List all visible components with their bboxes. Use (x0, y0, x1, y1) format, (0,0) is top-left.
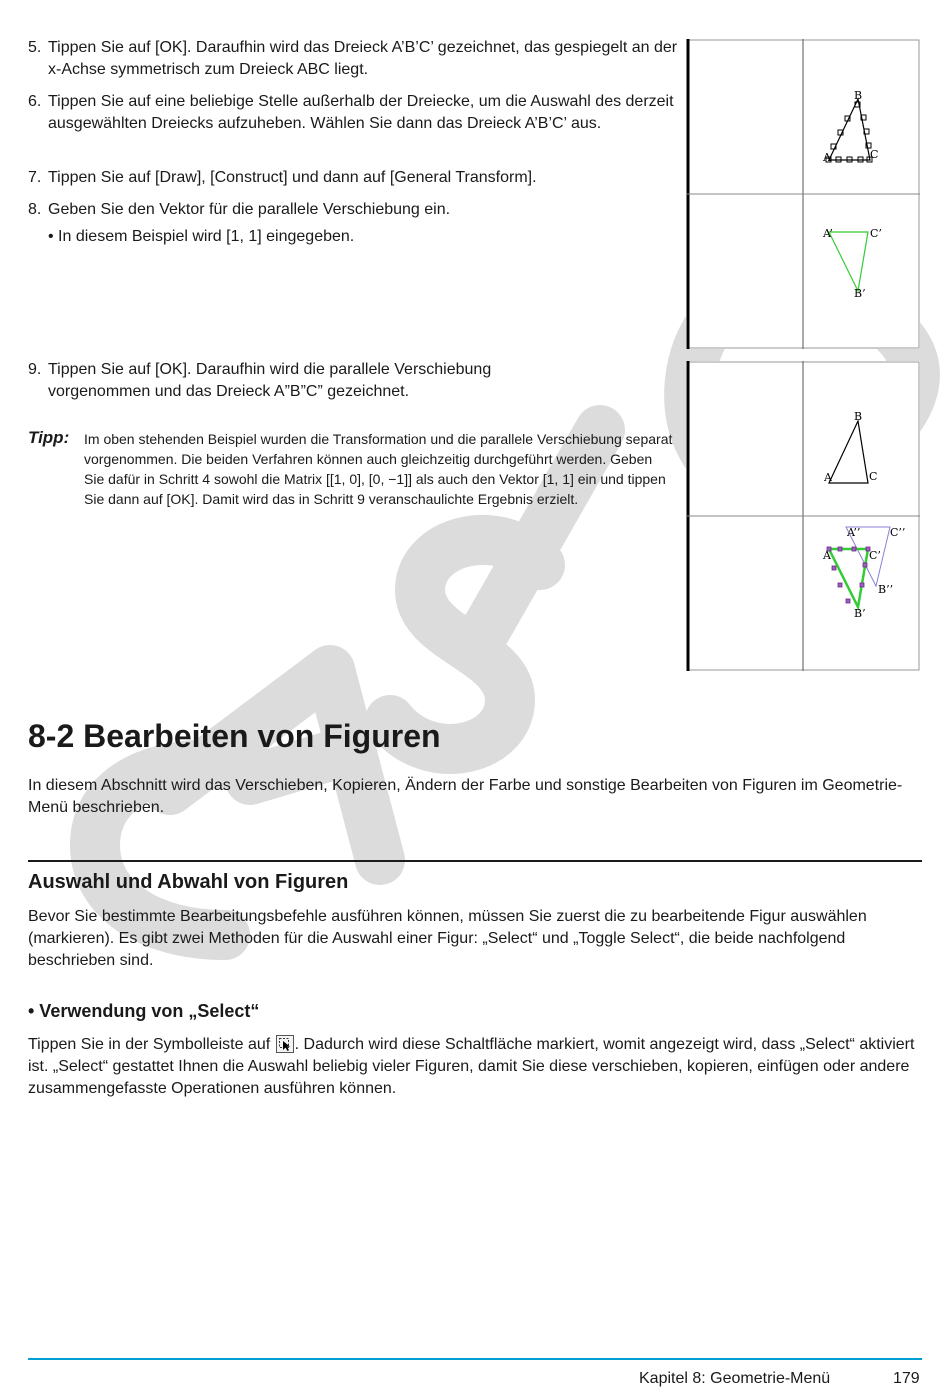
tipp-label: Tipp: (28, 428, 70, 447)
tipp-text: Im oben stehenden Beispiel wurden die Transformation und die parallele Verschiebung separat vorgenommen. Die beiden Verfahren können auch gleichzeitig durchgeführt werden. Geben Sie dafür in Schritt 4 sowohl die Matrix [[1, 0], [0, −1]] als auch den Vektor [1, 1] ein und tippen Sie dann auf [OK]. Damit wird das in Schritt 9 veranschaulichte Ergebnis erzielt. (84, 431, 673, 507)
step-text: Tippen Sie auf eine beliebige Stelle außerhalb der Dreiecke, um die Auswahl des derzeit ausgewählten Dreiecks aufzuheben. Wählen Sie dann das Dreieck A’B’C’ aus. (48, 93, 674, 132)
subsection-title: Auswahl und Abwahl von Figuren (28, 871, 349, 893)
label-c1: C’ (870, 227, 882, 240)
select-text-before: Tippen Sie in der Symbolleiste auf (28, 1036, 271, 1053)
label-b2: B’’ (878, 583, 894, 596)
select-text (28, 1034, 922, 1100)
step-number: 8. (28, 201, 42, 218)
label-b1: B’ (854, 607, 866, 620)
label-b: B (854, 89, 863, 102)
step-text: Tippen Sie auf [OK]. Daraufhin wird das Dreieck A’B’C’ gezeichnet, das gespiegelt an der x-Achse symmetrisch zum Dreieck ABC liegt. (48, 39, 678, 78)
label-c1: C’ (869, 549, 881, 562)
section-title: 8-2 Bearbeiten von Figuren (28, 718, 441, 754)
label-a1: A (823, 549, 831, 562)
step-9 (28, 359, 588, 403)
page-number: 179 (893, 1370, 920, 1387)
step-5 (28, 37, 688, 81)
label-a2: A’’ (847, 526, 861, 539)
label-c: C (870, 148, 879, 161)
select-text-after: . Dadurch wird diese Schaltfläche markiert, womit angezeigt wird, dass „Select“ aktiviert ist. „Select“ gestattet Ihnen die Auswahl beliebig vieler Figuren, damit Sie diese verschieben, kopieren, einfügen oder andere zusammengefasste Operationen ausführen können. (28, 1036, 915, 1097)
step-text: Tippen Sie auf [OK]. Daraufhin wird die parallele Verschiebung vorgenommen und das Dreieck A”B”C” gezeichnet. (48, 361, 492, 400)
footer-chapter: Kapitel 8: Geometrie-Menü (639, 1370, 831, 1387)
label-b: B (854, 410, 863, 423)
step-7 (28, 167, 688, 189)
subsection-text: Bevor Sie bestimmte Bearbeitungsbefehle ausführen können, müssen Sie zuerst die zu bearbeitende Figur auswählen (markieren). Es gibt zwei Methoden für die Auswahl einer Figur: „Select“ und „Toggle Select“, die beide nachfolgend beschrieben sind. (28, 908, 867, 969)
label-a1: A’ (823, 227, 833, 240)
select-pointer-icon (276, 1035, 294, 1053)
footer-rule (28, 1358, 922, 1360)
step-number: 7. (28, 169, 42, 186)
step-text: Tippen Sie auf [Draw], [Construct] und dann auf [General Transform]. (48, 169, 537, 186)
step-number: 5. (28, 39, 42, 56)
geometry-screen-1 (686, 39, 920, 349)
step-8-bullet: • In diesem Beispiel wird [1, 1] eingegeben. (48, 228, 355, 245)
step-number: 6. (28, 93, 42, 110)
step-text: Geben Sie den Vektor für die parallele Verschiebung ein. (48, 201, 451, 218)
step-number: 9. (28, 361, 42, 378)
label-a: A (823, 151, 831, 164)
label-c2: C’’ (890, 526, 906, 539)
label-a: A (824, 471, 832, 484)
step-8 (28, 199, 688, 221)
section-divider (28, 860, 922, 862)
geometry-screen-2 (686, 361, 920, 671)
label-b1: B’ (854, 287, 866, 300)
step-6 (28, 91, 688, 135)
section-intro: In diesem Abschnitt wird das Verschieben, Kopieren, Ändern der Farbe und sonstige Bearbeiten von Figuren im Geometrie-Menü beschrieben. (28, 777, 903, 816)
select-heading: • Verwendung von „Select“ (28, 1001, 260, 1021)
label-c: C (869, 470, 878, 483)
